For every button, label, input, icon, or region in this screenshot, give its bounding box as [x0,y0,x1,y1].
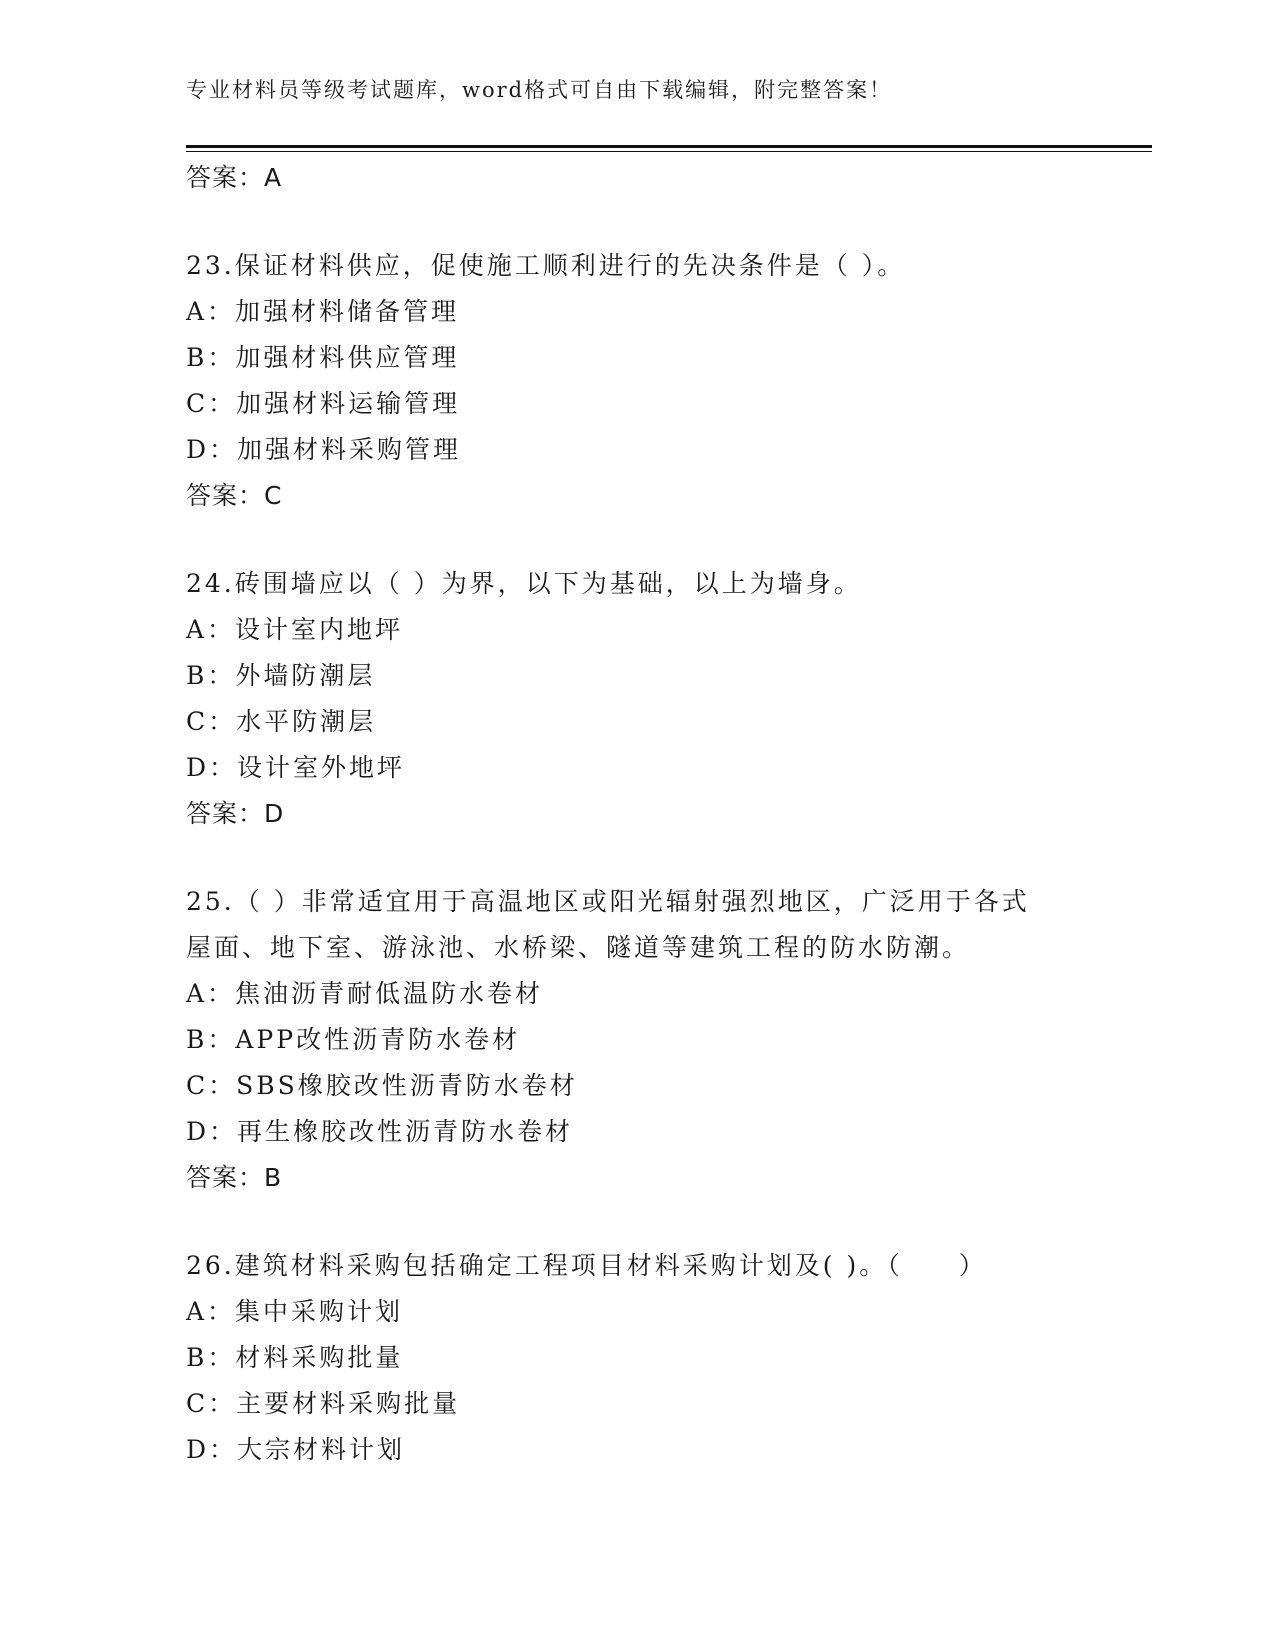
question-23 [186,243,1086,519]
option-a: A：焦油沥青耐低温防水卷材 [186,979,544,1008]
header-rule-thick [186,145,1152,148]
option-c: C：主要材料采购批量 [186,1389,461,1418]
question-stem-line-1: 25.（ ）非常适宜用于高温地区或阳光辐射强烈地区，广泛用于各式 [186,887,1030,916]
question-24 [186,561,1086,837]
question-stem: 24.砖围墙应以（ ）为界，以下为基础，以上为墙身。 [186,569,862,598]
question-stem: 26.建筑材料采购包括确定工程项目材料采购计划及( )。（ ） [186,1251,987,1280]
option-d: D：大宗材料计划 [186,1435,406,1464]
answer-line: 答案：D [186,799,285,828]
option-b: B：材料采购批量 [186,1343,404,1372]
option-a: A：集中采购计划 [186,1297,404,1326]
option-d: D：再生橡胶改性沥青防水卷材 [186,1117,574,1146]
option-c: C：SBS橡胶改性沥青防水卷材 [186,1071,578,1100]
question-stem-line-2: 屋面、地下室、游泳池、水桥梁、隧道等建筑工程的防水防潮。 [186,933,971,962]
page-header: 专业材料员等级考试题库，word格式可自由下载编辑，附完整答案！ [186,78,893,102]
option-d: D：设计室外地坪 [186,753,406,782]
option-d: D：加强材料采购管理 [186,435,462,464]
option-a: A：设计室内地坪 [186,615,404,644]
prev-answer: 答案：A [186,163,283,192]
option-c: C：水平防潮层 [186,707,377,736]
option-b: B：外墙防潮层 [186,661,376,690]
answer-line: 答案：B [186,1163,283,1192]
answer-line: 答案：C [186,481,283,510]
question-list [186,155,1086,1473]
question-26 [186,1243,1086,1473]
header-rule-thin [186,151,1152,152]
option-a: A：加强材料储备管理 [186,297,460,326]
question-25 [186,879,1086,1201]
option-b: B：APP改性沥青防水卷材 [186,1025,521,1054]
option-c: C：加强材料运输管理 [186,389,461,418]
option-b: B：加强材料供应管理 [186,343,460,372]
question-stem: 23.保证材料供应，促使施工顺利进行的先决条件是（ ）。 [186,251,906,280]
